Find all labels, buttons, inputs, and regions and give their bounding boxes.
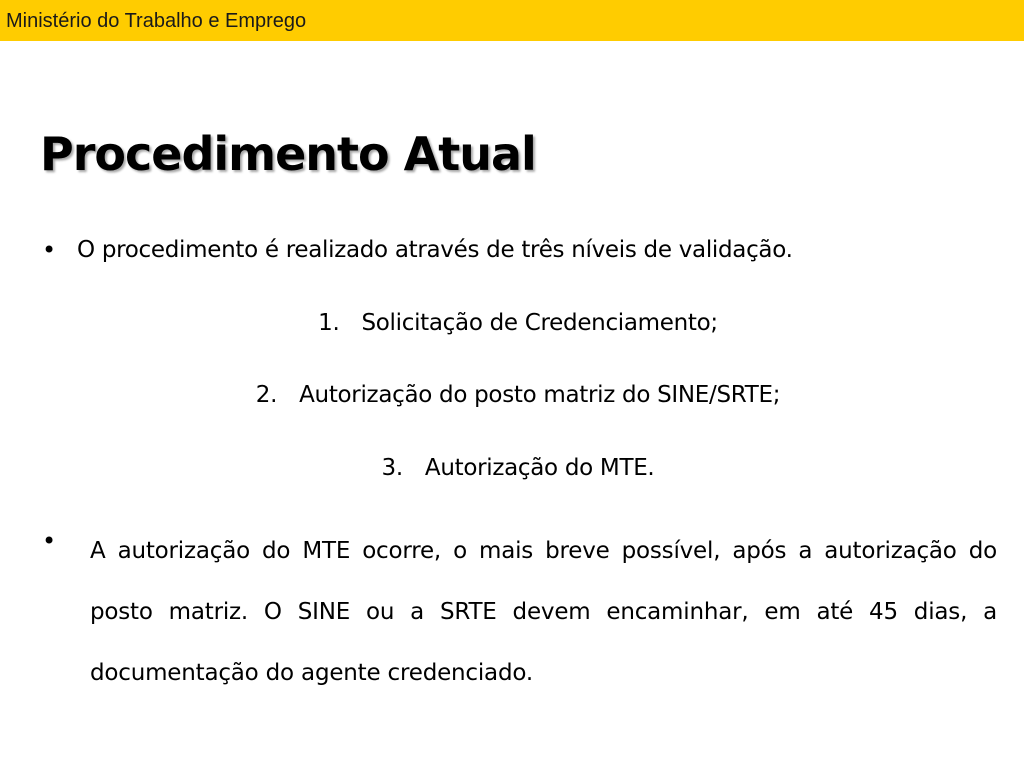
item-number: 3. — [381, 455, 403, 481]
numbered-item-1 — [6, 306, 1024, 340]
bullet-icon: • — [42, 527, 57, 555]
item-number: 2. — [255, 382, 278, 408]
organization-name: Ministério do Trabalho e Emprego — [6, 10, 307, 32]
item-number: 1. — [318, 310, 340, 336]
slide-title: Procedimento Atual — [40, 127, 536, 181]
item-text: Autorização do posto matriz do SINE/SRTE; — [299, 382, 781, 408]
numbered-item-3 — [6, 451, 1024, 485]
item-text: Solicitação de Credenciamento; — [361, 310, 718, 336]
item-text: Autorização do MTE. — [424, 455, 655, 481]
numbered-item-2 — [6, 378, 1024, 412]
bullet-text-intro: O procedimento é realizado através de três níveis de validação. — [77, 237, 793, 263]
bullet-icon: • — [42, 236, 57, 264]
header-bar — [0, 0, 1024, 41]
bullet-text-authorization: A autorização do MTE ocorre, o mais breve possível, após a autorização do posto matriz. O SINE ou a SRTE devem encaminhar, em até 45 dias, a documentação do agente credenciado. — [90, 538, 997, 686]
